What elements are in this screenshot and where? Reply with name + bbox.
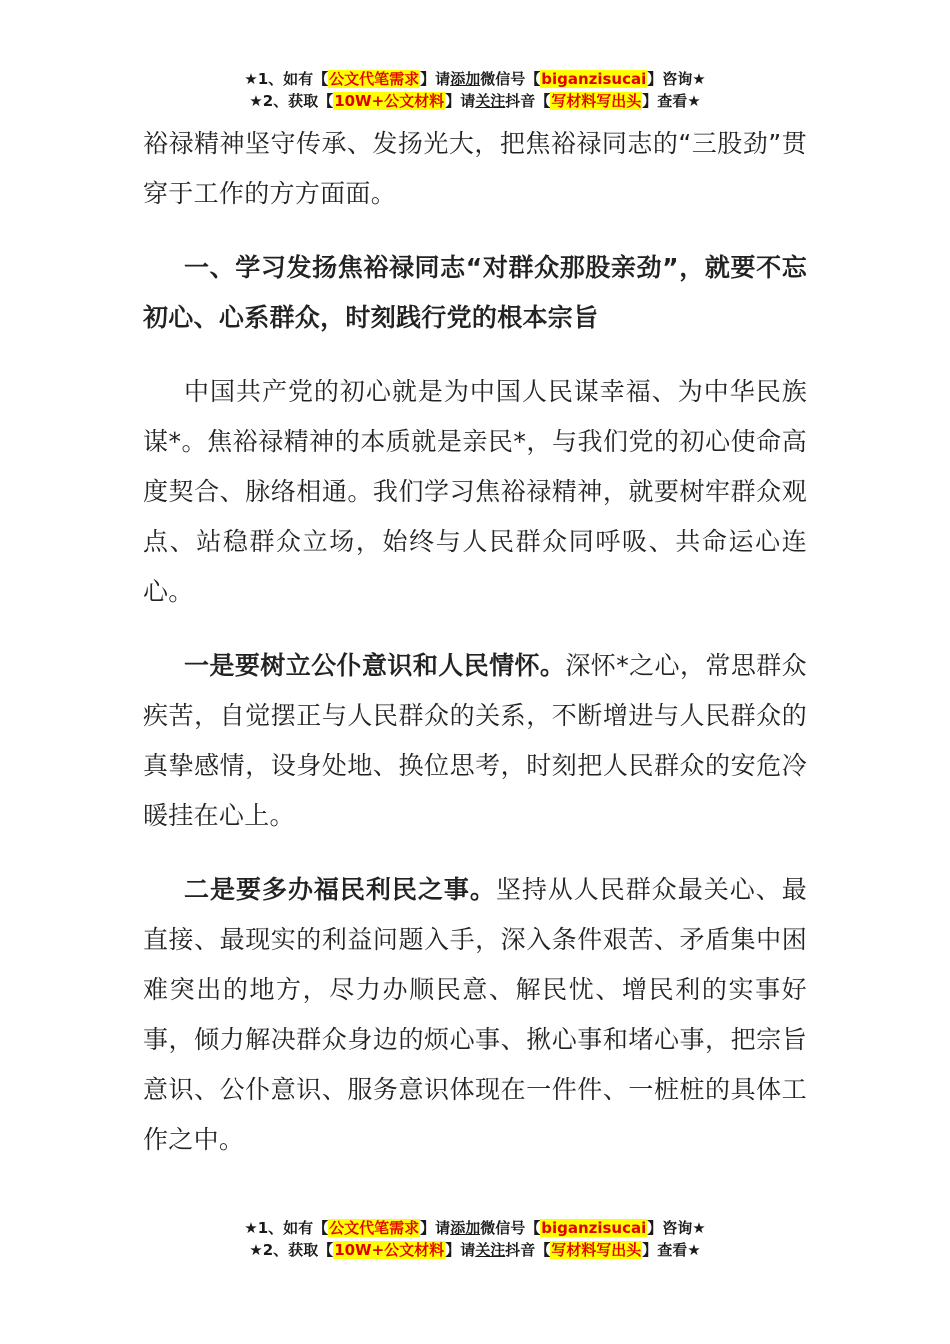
highlight-douyin-id: 写材料写出头 bbox=[551, 92, 642, 110]
highlight-service: 公文代笔需求 bbox=[329, 70, 420, 88]
paragraph-2-text: 深怀*之心，常思群众疾苦，自觉摆正与人民群众的关系，不断增进与人民群众的真挚感情，设身处地、换位思考，时刻把人民群众的安危冷暖挂在心上。 bbox=[143, 651, 807, 830]
paragraph-3 bbox=[143, 865, 807, 1165]
footer-highlight-douyin-id: 写材料写出头 bbox=[551, 1241, 642, 1259]
document-body bbox=[143, 119, 807, 1165]
paragraph-continuation: 裕禄精神坚守传承、发扬光大，把焦裕禄同志的“三股劲”贯穿于工作的方方面面。 bbox=[143, 129, 807, 208]
footer-banner bbox=[0, 1217, 950, 1261]
section-heading: 一、学习发扬焦裕禄同志“对群众那股亲劲”，就要不忘初心、心系群众，时刻践行党的根本宗旨 bbox=[143, 253, 807, 332]
banner-line-1: ★1、如有【公文代笔需求】请添加微信号【biganzisucai】咨询★ bbox=[244, 70, 706, 88]
footer-highlight-materials: 10W+公文材料 bbox=[334, 1241, 445, 1259]
paragraph-3-text: 坚持从人民群众最关心、最直接、最现实的利益问题入手，深入条件艰苦、矛盾集中困难突出的地方，尽力办顺民意、解民忧、增民利的实事好事，倾力解决群众身边的烦心事、揪心事和堵心事，把宗旨意识、公仆意识、服务意识体现在一件件、一桩桩的具体工作之中。 bbox=[143, 875, 807, 1154]
footer-line-2: ★2、获取【10W+公文材料】请关注抖音【写材料写出头】查看★ bbox=[249, 1241, 701, 1259]
footer-highlight-service: 公文代笔需求 bbox=[329, 1219, 420, 1237]
paragraph-1: 中国共产党的初心就是为中国人民谋幸福、为中华民族谋*。焦裕禄精神的本质就是亲民*，与我们党的初心使命高度契合、脉络相通。我们学习焦裕禄精神，就要树牢群众观点、站稳群众立场，始终与人民群众同呼吸、共命运心连心。 bbox=[143, 377, 807, 606]
highlight-materials: 10W+公文材料 bbox=[334, 92, 445, 110]
highlight-wechat-id: biganzisucai bbox=[541, 70, 647, 88]
paragraph-2 bbox=[143, 641, 807, 841]
footer-highlight-wechat-id: biganzisucai bbox=[541, 1219, 647, 1237]
paragraph-2-lead: 一是要树立公仆意识和人民情怀。 bbox=[184, 651, 566, 680]
banner-line-2: ★2、获取【10W+公文材料】请关注抖音【写材料写出头】查看★ bbox=[249, 92, 701, 110]
footer-line-1: ★1、如有【公文代笔需求】请添加微信号【biganzisucai】咨询★ bbox=[244, 1219, 706, 1237]
header-banner bbox=[0, 68, 950, 112]
paragraph-3-lead: 二是要多办福民利民之事。 bbox=[184, 875, 496, 904]
